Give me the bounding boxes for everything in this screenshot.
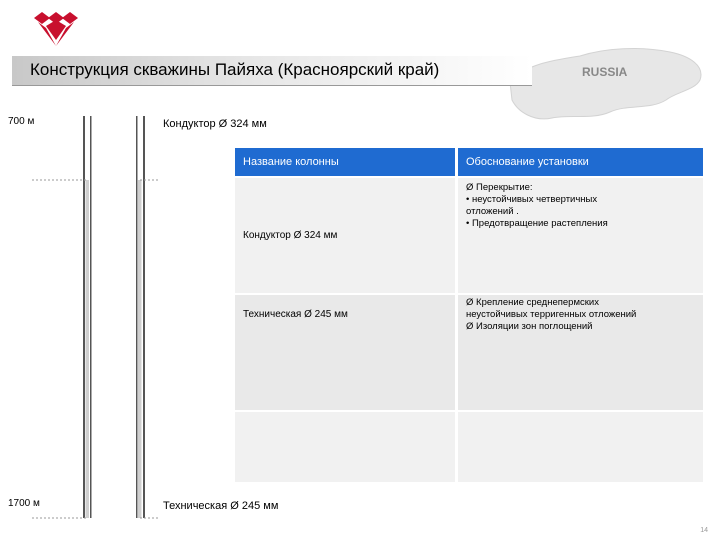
casing-line — [143, 116, 145, 518]
title-underline — [12, 85, 532, 86]
table-row — [458, 295, 703, 410]
company-logo — [34, 12, 78, 46]
justification-line: Ø Крепление среднепермских — [466, 297, 599, 308]
map-label: RUSSIA — [582, 65, 628, 79]
row-justification — [466, 182, 608, 230]
page-number: 14 — [700, 527, 708, 534]
justification-line: Ø Изоляции зон поглощений — [466, 321, 593, 332]
table-header-justification: Обоснование установки — [458, 148, 703, 176]
well-schematic — [30, 110, 160, 525]
cement-fill — [86, 180, 90, 518]
casing-line — [136, 116, 138, 518]
depth-bottom-label: 1700 м — [8, 498, 40, 509]
page-title: Конструкция скважины Пайяха (Красноярский край) — [30, 60, 440, 79]
casing-line — [90, 116, 92, 518]
row-column-name: Кондуктор Ø 324 мм — [243, 230, 338, 241]
table-row — [458, 178, 703, 293]
table-row — [235, 412, 455, 482]
table-header-name: Название колонны — [235, 148, 455, 176]
justification-line: отложений . — [466, 206, 519, 217]
justification-line: Ø Перекрытие: — [466, 182, 533, 193]
depth-top-label: 700 м — [8, 116, 35, 127]
cement-fill — [138, 180, 142, 518]
table-row — [458, 412, 703, 482]
justification-line: неустойчивых терригенных отложений — [466, 309, 637, 320]
row-justification — [466, 297, 636, 333]
conductor-label: Кондуктор Ø 324 мм — [163, 118, 267, 130]
table-row — [235, 295, 455, 410]
technical-label: Техническая Ø 245 мм — [163, 500, 279, 512]
row-column-name: Техническая Ø 245 мм — [243, 309, 348, 320]
casing-line — [83, 116, 85, 518]
justification-line: • Предотвращение растепления — [466, 218, 608, 229]
title-bar — [12, 56, 712, 86]
table-row — [235, 178, 455, 293]
justification-line: • неустойчивых четвертичных — [466, 194, 598, 205]
